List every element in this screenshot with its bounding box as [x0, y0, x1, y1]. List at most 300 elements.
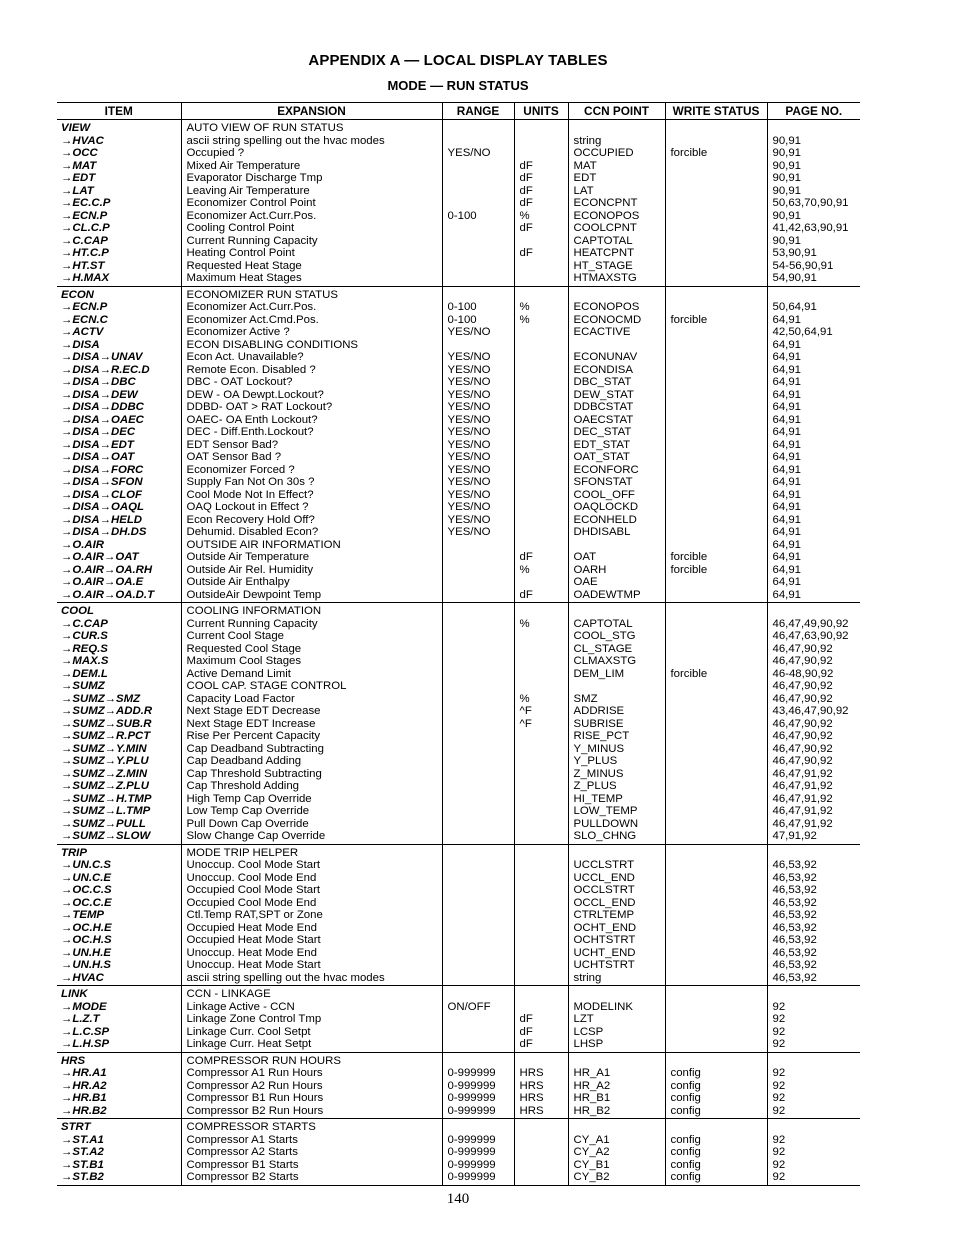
section-ccn-point-cell — [568, 120, 665, 287]
write-status-text — [671, 859, 767, 872]
expansion-text: Requested Cool Stage — [186, 642, 302, 655]
ccn-point-text — [574, 339, 665, 352]
range-text — [448, 185, 514, 198]
units-text: % — [519, 209, 530, 222]
item-text: →DISA→OAT — [61, 451, 135, 463]
expansion-text: MODE TRIP HELPER — [186, 846, 299, 859]
item-text: →HVAC — [61, 134, 104, 147]
range-text — [448, 539, 514, 552]
range-text — [448, 922, 514, 935]
section-page-no-cell — [767, 1052, 860, 1119]
units-text: dF — [519, 184, 533, 197]
units-text — [520, 859, 568, 872]
range-text — [448, 947, 514, 960]
expansion-text: Cap Deadband Subtracting — [186, 742, 324, 755]
ccn-point-text: OAT_STAT — [573, 451, 630, 463]
ccn-point-text: LCSP — [573, 1025, 604, 1038]
range-text — [448, 693, 514, 706]
units-text — [520, 793, 568, 806]
ccn-point-text — [574, 605, 665, 618]
section-page-no-cell — [767, 844, 860, 986]
header-ccn-point: CCN POINT — [568, 103, 665, 120]
write-status-text — [671, 655, 767, 668]
item-text: →DISA→DH.DS — [61, 526, 147, 538]
write-status-text — [671, 830, 767, 843]
item-text: →DEM.L — [61, 667, 108, 680]
section-write-status-cell — [665, 603, 767, 845]
item-text: →OCC — [61, 147, 98, 159]
expansion-text: Linkage Curr. Heat Setpt — [186, 1038, 312, 1050]
table-section — [57, 1052, 860, 1119]
page-no-text: 92 — [772, 1013, 786, 1025]
range-text — [448, 576, 514, 589]
units-text — [520, 526, 568, 539]
expansion-text: Cooling Control Point — [186, 222, 295, 234]
item-text: →ST.A2 — [61, 1146, 104, 1158]
range-text — [448, 805, 514, 818]
write-status-text: config — [670, 1158, 701, 1171]
range-text: 0-999999 — [447, 1158, 496, 1171]
ccn-point-text: ECONHELD — [573, 513, 637, 526]
expansion-text: Next Stage EDT Decrease — [186, 705, 321, 717]
ccn-point-text: CY_A1 — [573, 1133, 610, 1146]
expansion-text: Cool Mode Not In Effect? — [186, 488, 314, 501]
page-no-text: 46,47,90,92 — [772, 692, 833, 705]
units-text — [520, 1159, 568, 1172]
item-text: →ECN.C — [61, 313, 108, 326]
write-status-text — [671, 705, 767, 718]
page-no-text — [773, 1121, 861, 1134]
ccn-point-text: ADDRISE — [573, 705, 625, 717]
units-text — [520, 830, 568, 843]
range-text — [448, 1038, 514, 1051]
write-status-text: forcible — [670, 551, 708, 563]
ccn-point-text: UCCLSTRT — [573, 859, 635, 871]
range-text — [448, 1013, 514, 1026]
item-text: →C.CAP — [61, 617, 108, 630]
section-page-no-cell — [767, 1119, 860, 1186]
section-write-status-cell — [665, 1119, 767, 1186]
ccn-point-text — [574, 539, 665, 552]
units-text — [520, 630, 568, 643]
page-no-text: 46-48,90,92 — [772, 667, 834, 680]
expansion-text: DEC - Diff.Enth.Lockout? — [186, 426, 314, 438]
item-text: VIEW — [61, 122, 91, 134]
write-status-text — [671, 235, 767, 248]
units-text — [520, 135, 568, 148]
write-status-text — [671, 988, 767, 1001]
write-status-text — [671, 122, 767, 135]
units-text — [520, 730, 568, 743]
header-item: ITEM — [57, 103, 181, 120]
expansion-text: Compressor B2 Starts — [186, 1171, 299, 1183]
units-text: dF — [519, 551, 533, 563]
expansion-text: Economizer Act.Cmd.Pos. — [186, 313, 319, 326]
page-title: APPENDIX A — LOCAL DISPLAY TABLES — [308, 52, 608, 69]
page-no-text: 46,53,92 — [772, 896, 817, 909]
section-write-status-cell — [665, 1052, 767, 1119]
section-ccn-point-cell — [568, 1119, 665, 1186]
expansion-text: Remote Econ. Disabled ? — [186, 363, 316, 376]
range-text — [448, 755, 514, 768]
page-no-text: 90,91 — [772, 209, 802, 222]
section-ccn-point-cell — [568, 286, 665, 603]
write-status-text: config — [670, 1133, 701, 1146]
item-text: →HVAC — [61, 971, 104, 984]
expansion-text: Cap Threshold Subtracting — [186, 767, 322, 780]
section-expansion-cell — [181, 844, 442, 986]
ccn-point-text: OCCL_END — [573, 896, 636, 909]
units-text — [520, 235, 568, 248]
range-text — [448, 289, 514, 302]
section-units-cell — [514, 1052, 568, 1119]
range-text — [448, 972, 514, 985]
units-text — [520, 959, 568, 972]
page-no-text: 64,91 — [772, 413, 802, 426]
range-text — [448, 135, 514, 148]
write-status-text — [671, 1013, 767, 1026]
range-text: YES/NO — [447, 376, 491, 388]
page-no-text: 46,47,91,92 — [772, 805, 833, 817]
item-text: →DISA→DBC — [61, 376, 136, 388]
expansion-text: Linkage Zone Control Tmp — [186, 1013, 322, 1025]
expansion-text: Maximum Heat Stages — [186, 272, 302, 284]
units-text — [520, 755, 568, 768]
ccn-point-text: OAQLOCKD — [573, 501, 639, 513]
item-text: →ST.A1 — [61, 1133, 104, 1146]
write-status-text: forcible — [670, 563, 708, 576]
item-text: LINK — [61, 988, 88, 1000]
range-text: 0-999999 — [447, 1171, 496, 1183]
units-text: % — [519, 313, 530, 326]
expansion-text: Cap Deadband Adding — [186, 755, 302, 767]
ccn-point-text: CY_B2 — [573, 1171, 610, 1183]
write-status-text — [671, 301, 767, 314]
table-body — [57, 120, 860, 1186]
units-text: HRS — [519, 1104, 544, 1117]
write-status-text — [671, 576, 767, 589]
write-status-text: forcible — [670, 313, 708, 326]
write-status-text — [671, 526, 767, 539]
item-text: →O.AIR→OA.E — [61, 576, 144, 588]
expansion-text: Current Running Capacity — [186, 617, 318, 630]
units-text: dF — [519, 1025, 533, 1038]
ccn-point-text: MAT — [573, 159, 597, 172]
range-text: YES/NO — [447, 388, 491, 401]
item-text: →DISA→HELD — [61, 513, 143, 526]
write-status-text — [671, 376, 767, 389]
expansion-text: Evaporator Discharge Tmp — [186, 172, 323, 184]
write-status-text — [671, 922, 767, 935]
units-text — [520, 272, 568, 285]
page-no-text: 54-56,90,91 — [772, 259, 834, 272]
item-text: →UN.C.S — [61, 859, 111, 871]
expansion-text: High Temp Cap Override — [186, 792, 312, 805]
range-text: YES/NO — [447, 488, 491, 501]
range-text: YES/NO — [447, 363, 491, 376]
ccn-point-text — [574, 847, 665, 860]
ccn-point-text: HEATCPNT — [573, 247, 635, 259]
write-status-text — [671, 934, 767, 947]
section-range-cell — [442, 1052, 514, 1119]
range-text: YES/NO — [447, 147, 491, 159]
page-no-text: 90,91 — [772, 234, 802, 247]
expansion-text: Current Running Capacity — [186, 234, 318, 247]
item-text: →HR.A1 — [61, 1067, 107, 1079]
range-text — [448, 668, 514, 681]
ccn-point-text: OAE — [573, 576, 598, 588]
run-status-table — [57, 102, 860, 1186]
write-status-text — [671, 718, 767, 731]
units-text — [520, 414, 568, 427]
range-text — [448, 705, 514, 718]
page-no-text: 64,91 — [772, 313, 802, 326]
item-text: →HR.B2 — [61, 1104, 107, 1117]
units-text — [520, 1146, 568, 1159]
section-range-cell — [442, 844, 514, 986]
item-text: →OC.C.E — [61, 896, 112, 909]
units-text — [520, 947, 568, 960]
expansion-text: Compressor B1 Starts — [186, 1158, 299, 1171]
write-status-text — [671, 489, 767, 502]
item-text: →LAT — [61, 184, 94, 197]
item-text: →SUMZ→R.PCT — [61, 730, 151, 742]
write-status-text — [671, 884, 767, 897]
units-text — [520, 1121, 568, 1134]
page-no-text: 46,47,90,92 — [772, 680, 833, 692]
table-section — [57, 603, 860, 845]
write-status-text — [671, 185, 767, 198]
expansion-text: COOL CAP. STAGE CONTROL — [186, 680, 347, 692]
item-text: →EC.C.P — [61, 197, 111, 209]
units-text — [520, 768, 568, 781]
write-status-text — [671, 897, 767, 910]
ccn-point-text: CLMAXSTG — [573, 655, 637, 667]
ccn-point-text — [574, 680, 665, 693]
expansion-text: Econ Recovery Hold Off? — [186, 513, 315, 526]
item-text: →HT.C.P — [61, 247, 109, 259]
write-status-text — [671, 768, 767, 781]
range-text — [448, 618, 514, 631]
page-no-text: 46,53,92 — [772, 934, 817, 946]
item-text: →SUMZ→Y.PLU — [61, 755, 149, 767]
item-text: →MAT — [61, 159, 97, 172]
page-no-text: 53,90,91 — [772, 247, 817, 259]
range-text — [448, 551, 514, 564]
units-text — [520, 401, 568, 414]
units-text — [520, 643, 568, 656]
ccn-point-text: HR_A1 — [573, 1067, 611, 1079]
range-text — [448, 743, 514, 756]
write-status-text — [671, 730, 767, 743]
expansion-text: Requested Heat Stage — [186, 259, 302, 272]
units-text: % — [519, 301, 530, 313]
expansion-text: Maximum Cool Stages — [186, 655, 302, 667]
table-section — [57, 286, 860, 603]
page-no-text: 92 — [772, 1146, 786, 1158]
page-no-text: 64,91 — [772, 513, 802, 526]
section-ccn-point-cell — [568, 1052, 665, 1119]
write-status-text — [671, 630, 767, 643]
range-text — [448, 197, 514, 210]
range-text — [448, 847, 514, 860]
header-row — [57, 103, 860, 120]
ccn-point-text: COOLCPNT — [573, 222, 637, 234]
units-text: HRS — [519, 1067, 544, 1079]
section-range-cell — [442, 120, 514, 287]
ccn-point-text: ECONOCMD — [573, 313, 642, 326]
item-text: →SUMZ→Y.MIN — [61, 742, 147, 755]
page-no-text: 90,91 — [772, 172, 802, 184]
ccn-point-text: ECONUNAV — [573, 351, 638, 363]
range-text: 0-999999 — [447, 1067, 496, 1079]
range-text — [448, 564, 514, 577]
ccn-point-text: EDT_STAT — [573, 438, 631, 451]
range-text: YES/NO — [447, 513, 491, 526]
ccn-point-text: OCCUPIED — [573, 147, 634, 159]
range-text: YES/NO — [447, 413, 491, 426]
write-status-text — [671, 289, 767, 302]
page-no-text: 46,47,90,92 — [772, 730, 833, 742]
expansion-text: Occupied Cool Mode Start — [186, 884, 321, 896]
item-text: →OC.H.E — [61, 921, 112, 934]
units-text — [520, 780, 568, 793]
write-status-text — [671, 414, 767, 427]
page-no-text: 64,91 — [772, 438, 802, 451]
item-text: TRIP — [61, 846, 87, 859]
expansion-text: Unoccup. Cool Mode Start — [186, 859, 321, 871]
item-text: →DISA→OAEC — [61, 413, 144, 426]
ccn-point-text: CY_A2 — [573, 1146, 610, 1158]
write-status-text — [671, 1038, 767, 1051]
ccn-point-text: DEW_STAT — [573, 388, 634, 401]
expansion-text: ascii string spelling out the hvac modes — [186, 134, 385, 147]
range-text — [448, 247, 514, 260]
range-text: YES/NO — [447, 401, 491, 413]
write-status-text — [671, 1055, 767, 1068]
write-status-text — [671, 197, 767, 210]
ccn-point-text: OARH — [573, 563, 607, 576]
item-text: →DISA→DEC — [61, 426, 136, 438]
range-text — [448, 605, 514, 618]
ccn-point-text: HI_TEMP — [573, 792, 623, 805]
write-status-text — [671, 351, 767, 364]
page-no-text: 64,91 — [772, 551, 802, 563]
page-no-text: 90,91 — [772, 184, 802, 197]
section-item-cell — [57, 603, 181, 845]
units-text — [520, 847, 568, 860]
units-text — [520, 988, 568, 1001]
section-expansion-cell — [181, 986, 442, 1053]
page-no-text: 64,91 — [772, 526, 802, 538]
expansion-text: Current Cool Stage — [186, 630, 285, 642]
item-text: →O.AIR→OA.D.T — [61, 588, 155, 601]
ccn-point-text: OADEWTMP — [573, 588, 641, 601]
expansion-text: Linkage Active - CCN — [186, 1000, 295, 1013]
item-text: →SUMZ→H.TMP — [61, 792, 152, 805]
range-text — [448, 643, 514, 656]
range-text — [448, 222, 514, 235]
section-item-cell — [57, 986, 181, 1053]
section-write-status-cell — [665, 986, 767, 1053]
expansion-text: Cap Threshold Adding — [186, 780, 300, 792]
units-text: dF — [519, 172, 533, 184]
write-status-text — [671, 247, 767, 260]
expansion-text: Economizer Active ? — [186, 326, 290, 338]
ccn-point-text: ECONDISA — [573, 363, 633, 376]
item-text: →O.AIR→OAT — [61, 551, 139, 563]
write-status-text — [671, 755, 767, 768]
ccn-point-text: EDT — [573, 172, 597, 184]
ccn-point-text: LAT — [573, 184, 594, 197]
page-no-text: 46,47,90,92 — [772, 755, 833, 767]
units-text — [520, 872, 568, 885]
expansion-text: DEW - OA Dewpt.Lockout? — [186, 388, 324, 401]
ccn-point-text — [574, 122, 665, 135]
range-text — [448, 260, 514, 273]
units-text: dF — [519, 197, 533, 209]
page-no-text — [773, 988, 861, 1001]
page-no-text: 46,47,91,92 — [772, 817, 833, 830]
write-status-text — [671, 272, 767, 285]
expansion-text: Unoccup. Heat Mode End — [186, 946, 317, 959]
units-text — [520, 743, 568, 756]
expansion-text: Compressor B1 Run Hours — [186, 1092, 324, 1104]
units-text: HRS — [519, 1079, 544, 1092]
table-title: MODE — RUN STATUS — [387, 78, 529, 93]
item-text: →O.AIR→OA.RH — [61, 563, 153, 576]
expansion-text: Compressor A2 Starts — [186, 1146, 298, 1158]
section-page-no-cell — [767, 286, 860, 603]
write-status-text — [671, 947, 767, 960]
item-text: →ECN.P — [61, 209, 108, 222]
units-text — [520, 389, 568, 402]
units-text — [520, 1171, 568, 1184]
item-text: →DISA→EDT — [61, 438, 134, 451]
write-status-text — [671, 451, 767, 464]
units-text — [520, 539, 568, 552]
page-no-text: 50,64,91 — [772, 301, 817, 313]
write-status-text — [671, 439, 767, 452]
units-text — [520, 289, 568, 302]
range-text: YES/NO — [447, 326, 491, 338]
section-write-status-cell — [665, 844, 767, 986]
range-text — [448, 160, 514, 173]
units-text — [520, 426, 568, 439]
page-no-text: 64,91 — [772, 538, 802, 551]
expansion-text: Linkage Curr. Cool Setpt — [186, 1025, 311, 1038]
range-text — [448, 1026, 514, 1039]
page-no-text: 46,47,90,92 — [772, 655, 833, 667]
ccn-point-text: SFONSTAT — [573, 476, 633, 488]
ccn-point-text: OCHT_END — [573, 921, 637, 934]
expansion-text: Ctl.Temp RAT,SPT or Zone — [186, 909, 323, 921]
page-no-text — [773, 289, 861, 302]
units-text — [520, 260, 568, 273]
item-text: →UN.H.S — [61, 959, 111, 971]
write-status-text — [671, 339, 767, 352]
item-text: →SUMZ — [61, 680, 105, 692]
page-no-text: 46,47,63,90,92 — [772, 630, 849, 642]
ccn-point-text: MODELINK — [573, 1000, 633, 1013]
range-text — [448, 730, 514, 743]
units-text — [520, 897, 568, 910]
range-text — [448, 235, 514, 248]
item-text: →EDT — [61, 172, 96, 184]
units-text — [520, 655, 568, 668]
page-no-text: 92 — [772, 1025, 786, 1038]
section-ccn-point-cell — [568, 603, 665, 845]
